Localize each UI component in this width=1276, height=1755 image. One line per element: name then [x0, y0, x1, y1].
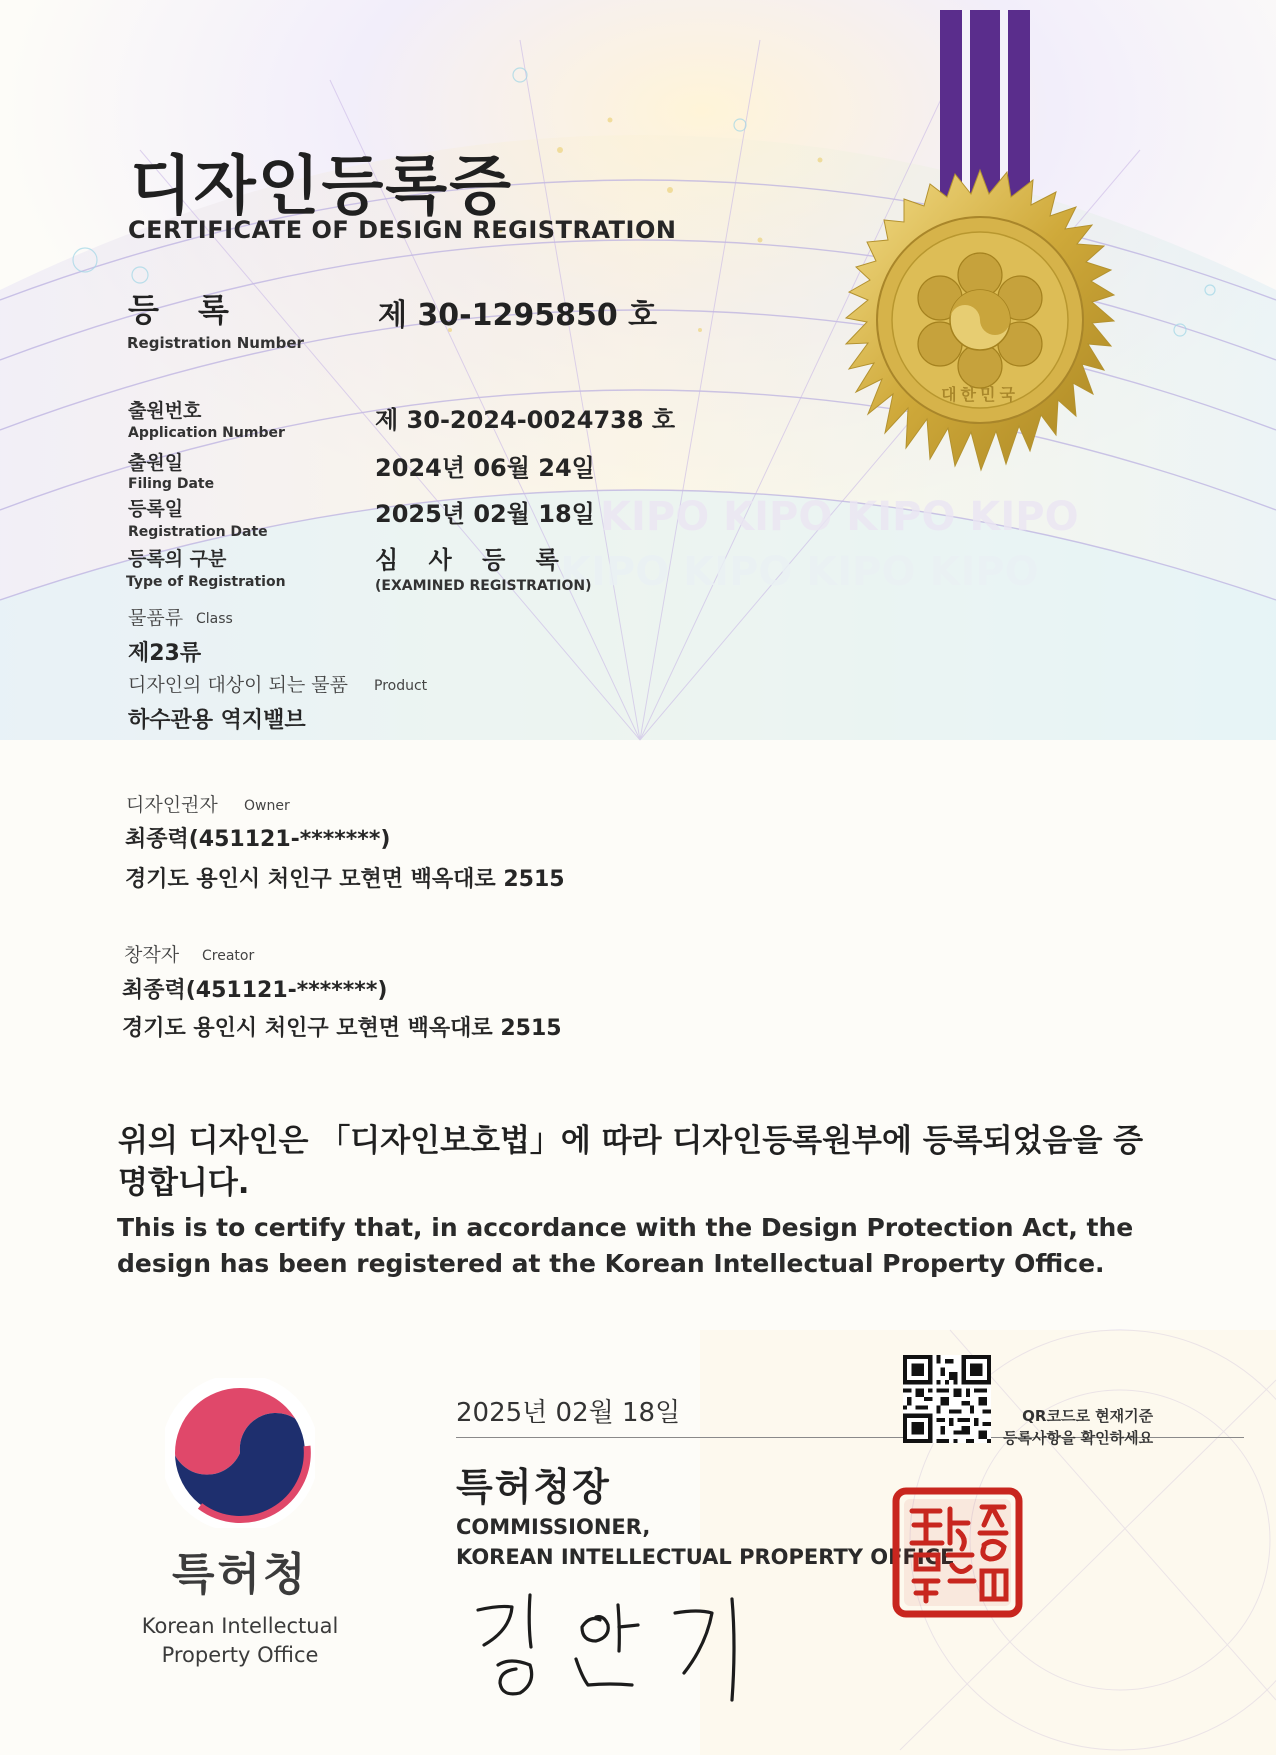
qr-instruction: [1003, 1405, 1153, 1449]
official-red-stamp: [890, 1485, 1025, 1620]
creator-address: 경기도 용인시 처인구 모현면 백옥대로 2515: [122, 1016, 562, 1041]
commissioner-title-korean: 특허청장: [456, 1465, 611, 1509]
qr-code[interactable]: [903, 1355, 991, 1443]
owner-label-english: Owner: [244, 798, 290, 814]
issue-date: 2025년 02월 18일: [456, 1398, 681, 1428]
svg-text:KIPO KIPO KIPO KIPO: KIPO KIPO KIPO KIPO: [600, 494, 1079, 540]
application-number-label-korean: 출원번호: [128, 400, 202, 422]
filing-date-label-korean: 출원일: [128, 452, 184, 474]
class-label-korean: 물품류: [128, 607, 184, 629]
registration-type-label-english: Type of Registration: [126, 574, 286, 590]
office-name-english: Korean Intellectual Property Office: [141, 1614, 339, 1667]
commissioner-title-english-line2: KOREAN INTELLECTUAL PROPERTY OFFICE: [456, 1545, 955, 1569]
registration-type-value-korean: 심 사 등 록: [375, 546, 559, 574]
commissioner-signature: [470, 1585, 770, 1710]
class-value: 제23류: [128, 641, 202, 666]
filing-date-value: 2024년 06월 24일: [375, 454, 595, 482]
product-label-korean: 디자인의 대상이 되는 물품: [128, 674, 349, 696]
commissioner-title-english-line1: COMMISSIONER,: [456, 1515, 651, 1539]
svg-text:KIPO KIPO KIPO KIPO: KIPO KIPO KIPO KIPO: [560, 549, 1039, 595]
certification-text-korean: 위의 디자인은 「디자인보호법」에 따라 디자인등록원부에 등록되었음을 증명합니다.: [118, 1123, 1144, 1201]
registration-type-value-english: (EXAMINED REGISTRATION): [375, 578, 592, 594]
creator-label-english: Creator: [202, 948, 255, 964]
owner-label-korean: 디자인권자: [126, 794, 218, 816]
owner-address: 경기도 용인시 처인구 모현면 백옥대로 2515: [125, 867, 565, 892]
owner-name: 최종력(451121-*******): [125, 827, 391, 852]
application-number-value: 제 30-2024-0024738 호: [375, 406, 676, 434]
application-number-label-english: Application Number: [128, 425, 285, 441]
taegeuk-logo-icon: [165, 1378, 315, 1528]
gold-medal-seal: [825, 165, 1135, 475]
product-value: 하수관용 역지밸브: [128, 708, 306, 733]
certification-text-english: This is to certify that, in accordance with the Design Protection Act, the design has been registered at the Korean Intellectual Property Office.: [117, 1213, 1134, 1278]
registration-number-label-korean: 등 록: [128, 291, 243, 329]
filing-date-label-english: Filing Date: [128, 476, 215, 492]
product-label-english: Product: [374, 678, 428, 694]
registration-type-label-korean: 등록의 구분: [128, 548, 227, 570]
registration-date-label-english: Registration Date: [128, 524, 268, 540]
medal-caption: 대한민국: [941, 385, 1019, 404]
registration-date-value: 2025년 02월 18일: [375, 500, 595, 528]
registration-date-label-korean: 등록일: [128, 498, 184, 520]
registration-number-label-english: Registration Number: [127, 334, 304, 352]
class-label-english: Class: [196, 611, 233, 627]
creator-label-korean: 창작자: [124, 944, 180, 966]
commissioner-title-english: [456, 1512, 954, 1572]
certificate-title-english: CERTIFICATE OF DESIGN REGISTRATION: [128, 216, 677, 244]
creator-name: 최종력(451121-*******): [122, 978, 388, 1003]
registration-number-value: 제 30-1295850 호: [378, 298, 658, 333]
office-name-korean: 특허청: [172, 1549, 309, 1600]
qr-instruction-line2: 등록사항을 확인하세요: [1003, 1429, 1154, 1447]
certificate-title-korean: 디자인등록증: [130, 150, 513, 224]
qr-instruction-line1: QR코드로 현재기준: [1022, 1407, 1154, 1425]
